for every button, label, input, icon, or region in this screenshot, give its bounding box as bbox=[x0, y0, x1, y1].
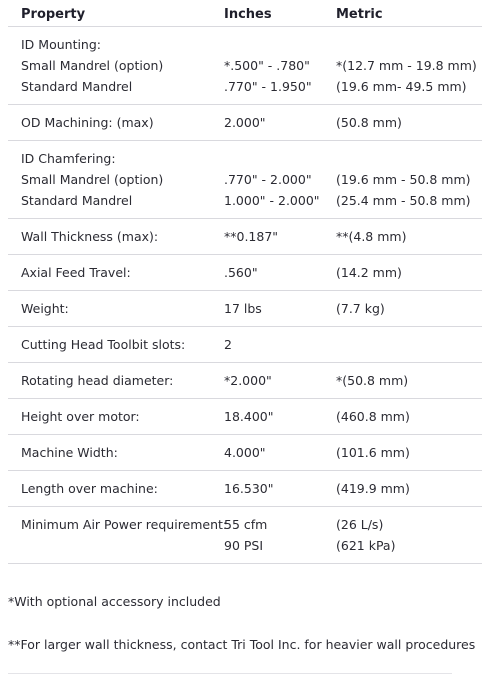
table-row bbox=[8, 105, 482, 141]
metric-cell-line bbox=[336, 334, 482, 355]
metric-cell bbox=[336, 370, 482, 391]
metric-cell-line: (419.9 mm) bbox=[336, 481, 410, 496]
metric-cell-line: *(12.7 mm - 19.8 mm) bbox=[336, 58, 477, 73]
inches-cell bbox=[224, 226, 336, 247]
table-row bbox=[8, 219, 482, 255]
footnote-wall-thickness: **For larger wall thickness, contact Tri Tool Inc. for heavier wall procedures bbox=[8, 637, 476, 652]
metric-cell-line: (26 L/s) bbox=[336, 517, 384, 532]
inches-cell-line: **0.187" bbox=[224, 229, 279, 244]
inches-cell bbox=[224, 298, 336, 319]
inches-cell-line: 16.530" bbox=[224, 481, 274, 496]
metric-cell bbox=[336, 226, 482, 247]
metric-cell-line: (101.6 mm) bbox=[336, 445, 410, 460]
inches-cell bbox=[224, 406, 336, 427]
inches-cell-line: 55 cfm bbox=[224, 517, 268, 532]
inches-cell-line bbox=[224, 148, 336, 169]
metric-cell bbox=[336, 34, 482, 97]
inches-cell-line: .560" bbox=[224, 265, 258, 280]
metric-cell bbox=[336, 514, 482, 556]
metric-cell-line: (50.8 mm) bbox=[336, 115, 402, 130]
metric-cell-line: *(50.8 mm) bbox=[336, 373, 409, 388]
property-cell-line: Length over machine: bbox=[21, 481, 158, 496]
property-cell-line: ID Chamfering: bbox=[21, 151, 116, 166]
table-row bbox=[8, 141, 482, 219]
inches-cell-line: 17 lbs bbox=[224, 301, 262, 316]
property-cell-line: Wall Thickness (max): bbox=[21, 229, 159, 244]
inches-cell bbox=[224, 370, 336, 391]
property-cell bbox=[8, 226, 224, 247]
header-property: Property bbox=[21, 7, 86, 22]
property-cell-line: Cutting Head Toolbit slots: bbox=[21, 337, 186, 352]
property-cell bbox=[8, 112, 224, 133]
property-cell-line: Machine Width: bbox=[21, 445, 118, 460]
metric-cell bbox=[336, 262, 482, 283]
metric-cell-line: (19.6 mm - 50.8 mm) bbox=[336, 172, 471, 187]
metric-cell-line: (621 kPa) bbox=[336, 538, 396, 553]
property-cell bbox=[8, 298, 224, 319]
table-row bbox=[8, 399, 482, 435]
table-row bbox=[8, 291, 482, 327]
metric-cell-line: (19.6 mm- 49.5 mm) bbox=[336, 79, 467, 94]
inches-cell-line: 2.000" bbox=[224, 115, 266, 130]
specifications-table bbox=[8, 0, 482, 564]
metric-cell bbox=[336, 406, 482, 427]
property-cell-line: Axial Feed Travel: bbox=[21, 265, 131, 280]
inches-cell bbox=[224, 112, 336, 133]
property-cell-line: Minimum Air Power requirement: bbox=[21, 517, 228, 532]
property-cell bbox=[8, 406, 224, 427]
metric-cell bbox=[336, 478, 482, 499]
property-cell-line: Standard Mandrel bbox=[21, 79, 133, 94]
inches-cell bbox=[224, 478, 336, 499]
property-cell-line: Height over motor: bbox=[21, 409, 140, 424]
table-row bbox=[8, 363, 482, 399]
property-cell bbox=[8, 262, 224, 283]
table-row bbox=[8, 255, 482, 291]
inches-cell-line: 2 bbox=[224, 337, 232, 352]
metric-cell-line: (14.2 mm) bbox=[336, 265, 402, 280]
property-cell-line: Small Mandrel (option) bbox=[21, 58, 164, 73]
inches-cell bbox=[224, 442, 336, 463]
inches-cell-line: *.500" - .780" bbox=[224, 58, 310, 73]
inches-cell-line: *2.000" bbox=[224, 373, 272, 388]
inches-cell-line bbox=[224, 34, 336, 55]
metric-cell bbox=[336, 334, 482, 355]
bottom-divider bbox=[8, 673, 452, 674]
metric-cell-line bbox=[336, 34, 482, 55]
table-row bbox=[8, 27, 482, 105]
inches-cell-line: 18.400" bbox=[224, 409, 274, 424]
inches-cell bbox=[224, 334, 336, 355]
property-cell bbox=[8, 442, 224, 463]
property-cell bbox=[8, 370, 224, 391]
metric-cell-line bbox=[336, 148, 482, 169]
inches-cell-line: 4.000" bbox=[224, 445, 266, 460]
property-cell bbox=[8, 478, 224, 499]
metric-cell bbox=[336, 298, 482, 319]
table-body bbox=[8, 27, 482, 564]
property-cell bbox=[8, 34, 224, 97]
inches-cell-line: .770" - 1.950" bbox=[224, 79, 312, 94]
inches-cell-line: 90 PSI bbox=[224, 538, 264, 553]
property-cell-line: Small Mandrel (option) bbox=[21, 172, 164, 187]
metric-cell-line: (7.7 kg) bbox=[336, 301, 385, 316]
table-row bbox=[8, 471, 482, 507]
header-inches: Inches bbox=[224, 7, 272, 22]
inches-cell bbox=[224, 262, 336, 283]
metric-cell-line: (25.4 mm - 50.8 mm) bbox=[336, 193, 471, 208]
property-cell-line: OD Machining: (max) bbox=[21, 115, 154, 130]
metric-cell-line: **(4.8 mm) bbox=[336, 229, 407, 244]
metric-cell bbox=[336, 112, 482, 133]
metric-cell-line: (460.8 mm) bbox=[336, 409, 410, 424]
inches-cell bbox=[224, 148, 336, 211]
table-row bbox=[8, 327, 482, 363]
inches-cell-line: .770" - 2.000" bbox=[224, 172, 312, 187]
footnote-optional-accessory: *With optional accessory included bbox=[8, 594, 221, 609]
property-cell-line: ID Mounting: bbox=[21, 37, 102, 52]
inches-cell bbox=[224, 514, 336, 556]
property-cell-line: Rotating head diameter: bbox=[21, 373, 174, 388]
header-metric: Metric bbox=[336, 7, 383, 22]
property-cell bbox=[8, 514, 228, 556]
table-header-row bbox=[8, 0, 482, 27]
property-cell-line: Standard Mandrel bbox=[21, 193, 133, 208]
inches-cell bbox=[224, 34, 336, 97]
table-row bbox=[8, 435, 482, 471]
property-cell bbox=[8, 334, 224, 355]
property-cell bbox=[8, 148, 224, 211]
property-cell-line: Weight: bbox=[21, 301, 69, 316]
metric-cell bbox=[336, 148, 482, 211]
table-row bbox=[8, 507, 482, 564]
footnotes bbox=[8, 592, 482, 655]
inches-cell-line: 1.000" - 2.000" bbox=[224, 193, 320, 208]
metric-cell bbox=[336, 442, 482, 463]
